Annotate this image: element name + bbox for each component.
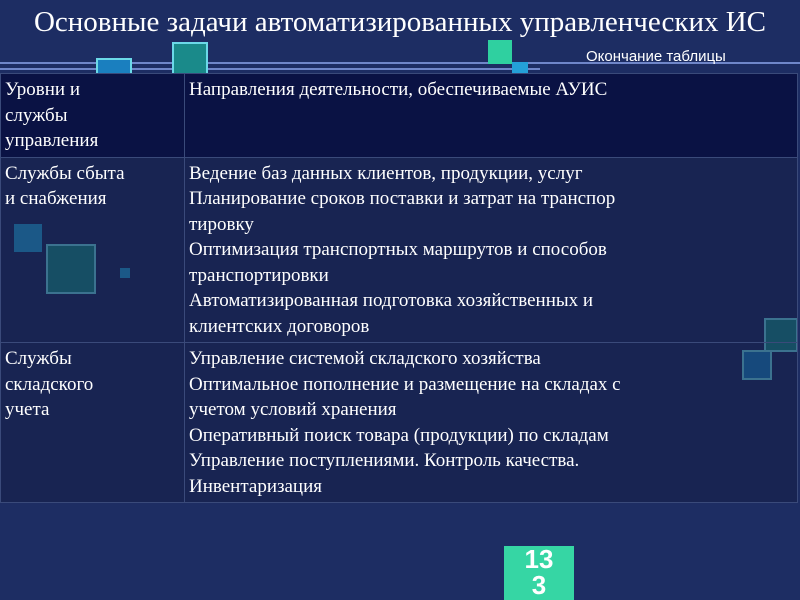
page-number-badge <box>504 546 574 600</box>
decor-square <box>488 40 512 64</box>
header-cell-levels: Уровни и службы управления <box>1 74 185 158</box>
row-tasks-cell: Управление системой складского хозяйства Оптимальное пополнение и размещение на складах с учетом условий хранения Оперативный поиск товара (продукции) по складам Управление поступлениями. Контроль качества. Инвентаризация <box>185 343 798 503</box>
page-title: Основные задачи автоматизированных управленческих ИС <box>33 6 767 38</box>
header-cell-directions: Направления деятельности, обеспечиваемые АУИС <box>185 74 798 158</box>
divider-line <box>0 68 540 70</box>
tasks-table <box>0 73 798 503</box>
page-number-line: 3 <box>531 570 547 600</box>
table-row <box>1 157 798 343</box>
table-row <box>1 343 798 503</box>
row-tasks-cell: Ведение баз данных клиентов, продукции, услуг Планирование сроков поставки и затрат на транспор тировку Оптимизация транспортных маршрутов и способов транспортировки Автоматизированная подготовка хозяйственных и клиентских договоров <box>185 157 798 343</box>
row-service-cell: Службы складского учета <box>1 343 185 503</box>
table-continuation-label: Окончание таблицы <box>586 48 726 65</box>
table-header-row <box>1 74 798 158</box>
row-service-cell: Службы сбыта и снабжения <box>1 157 185 343</box>
page-number-line: 13 <box>524 546 554 574</box>
